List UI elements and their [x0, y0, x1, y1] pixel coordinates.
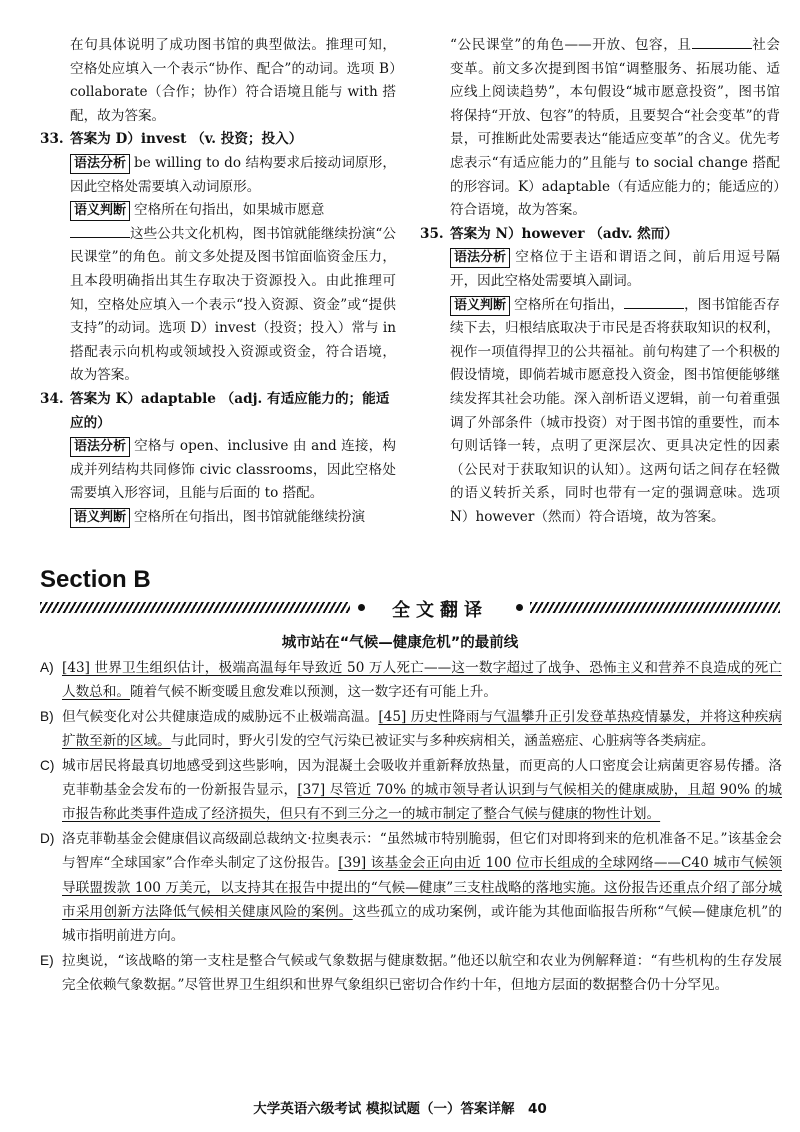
q34-grammar-text: 空格与 open、inclusive 由 and 连接，构成并列结构共同修饰 civic classrooms，因此空格处需要填入形容词，且能与后面的 to 搭配。 — [70, 438, 396, 502]
q34-number: 34. — [40, 390, 64, 407]
q32-tail: 在句具体说明了成功图书馆的典型做法。推理可知，空格处应填入一个表示“协作、配合”的动词。选项 B）collaborate（合作；协作）符合语境且能与 with 搭配，故为答案。 — [70, 37, 396, 124]
meaning-tag: 语义判断 — [70, 201, 130, 221]
q33-meaning-b: 这些公共文化机构，图书馆就能继续扮演“公民课堂”的角色。前文多处提及图书馆面临资金压力，且本段明确指出其生存取决于资源投入。由此推理可知，空格处应填入一个表示“投入资源、资金”或“提供支持”的动词。选项 D）invest（投资；投入）常与 in 搭配表示向机构或领域投入资源或资金，符合语境，故为答案。 — [70, 225, 396, 384]
answer-blank — [70, 223, 130, 238]
q34-answer-text: 答案为 K）adaptable （adj. 有适应能力的；能适应的） — [70, 390, 390, 431]
q35-meaning-b: ，图书馆能否存续下去，归根结底取决于市民是否将获取知识的权利，视作一项值得捍卫的公共福祉。前句构建了一个积极的假设情境，即倘若城市愿意投入资金，图书馆便能够继续发挥其社会功能。深入剖析语义逻辑，前一句着重强调了外部条件（城市投资）对于图书馆的重要性，而本句则话锋一转，点明了更深层次、更具决定性的因素（公民对于获取知识的认知）。这两句话之间存在轻微的语义转折关系，同时也带有一定的强调意味。选项 N）however（然而）符合语境，故为答案。 — [450, 296, 781, 525]
q33-answer — [40, 128, 396, 152]
para-b — [40, 705, 782, 754]
para-pre: 但气候变化对公共健康造成的威胁远不止极端高温。 — [62, 708, 379, 725]
q33-grammar-text: be willing to do 结构要求后接动词原形，因此空格处需要填入动词原形。 — [70, 154, 396, 195]
hatch-left — [40, 602, 350, 613]
bullet-left — [358, 604, 365, 611]
para-pre: 洛克菲勒基金会健康倡议高级副总裁纳文·拉奥表示：“虽然城市特别脆弱，但它们对即将到来的危机准备不足。”该基金会与智库“全球国家”合作牵头制定了这份报告。 — [62, 830, 782, 872]
para-pre: 拉奥说，“该战略的第一支柱是整合气候或气象数据与健康数据。”他还以航空和农业为例解释道：“有些机构的生存发展完全依赖气象数据。”尽管世界卫生组织和世界气象组织已密切合作约十年，但地方层面的数据整合仍十分罕见。 — [62, 952, 782, 994]
para-label: B) — [40, 708, 54, 724]
banner — [40, 596, 780, 620]
para-label: D) — [40, 830, 55, 846]
para-d — [40, 827, 782, 949]
grammar-tag: 语法分析 — [70, 437, 130, 457]
para-rest: 与此同时，野火引发的空气污染已被证实与多种疾病相关，涵盖癌症、心脏病等各类病症。 — [170, 733, 715, 750]
meaning-tag: 语义判断 — [70, 508, 130, 528]
right-column — [420, 34, 780, 529]
para-underlined: [43] 世界卫生组织估计，极端高温每年导致近 50 万人死亡——这一数字超过了战争、恐怖主义和营养不良造成的死亡人数总和。 — [62, 660, 782, 701]
q34-answer — [40, 388, 396, 435]
para-rest: 随着气候不断变暖且愈发难以预测，这一数字还有可能上升。 — [129, 684, 497, 701]
q34-cont-b: 社会变革。前文多次提到图书馆“调整服务、拓展功能、适应线上阅读趋势”，本句假设“城市愿意投资”，图书馆将保持“开放、包容”的特质，且要契合“社会变革”的背景，可推断此处需要表达“能适应变革”的含义。优先考虑表示“有适应能力的”且能与 to social change 搭配的形容词。K）adaptable（有适应能力的；能适应的）符合语境，故为答案。 — [450, 37, 780, 219]
para-label: A) — [40, 660, 54, 675]
q33-answer-text: 答案为 D）invest （v. 投资；投入） — [70, 131, 303, 148]
q35-grammar — [420, 246, 780, 293]
left-column — [40, 34, 396, 529]
q35-answer — [420, 223, 780, 247]
answer-blank — [624, 294, 684, 309]
para-rest: 这些孤立的成功案例，或许能为其他面临报告所称“气候—健康危机”的城市指明前进方向。 — [62, 904, 783, 945]
bullet-right — [516, 604, 523, 611]
q33-meaning-a: 空格所在句指出，如果城市愿意 — [134, 202, 325, 219]
grammar-tag: 语法分析 — [450, 248, 510, 268]
q34-grammar — [40, 435, 396, 506]
hatch-right — [530, 602, 780, 613]
q34-meaning — [40, 506, 396, 530]
q33-grammar — [40, 152, 396, 199]
page-footer: 大学英语六级考试 模拟试题（一）答案详解 40 — [253, 1101, 547, 1117]
section-heading: Section B — [40, 566, 151, 593]
translation-body — [40, 656, 782, 998]
q35-meaning-a: 空格所在句指出， — [514, 296, 624, 313]
q34-meaning-cont — [420, 34, 780, 223]
para-label: C) — [40, 757, 55, 773]
banner-title: 全文翻译 — [392, 600, 488, 621]
q33-number: 33. — [40, 131, 64, 148]
para-pre: 城市居民将最真切地感受到这些影响，因为混凝土会吸收并重新释放热量，而更高的人口密度会让病菌更容易传播。洛克菲勒基金会发布的一份新报告显示， — [62, 757, 782, 799]
meaning-tag: 语义判断 — [450, 296, 510, 316]
translation-title: 城市站在“气候—健康危机”的最前线 — [281, 635, 519, 651]
q35-number: 35. — [420, 225, 444, 242]
q35-grammar-text: 空格位于主语和谓语之间，前后用逗号隔开，因此空格处需要填入副词。 — [450, 249, 780, 289]
grammar-tag: 语法分析 — [70, 154, 130, 174]
para-c — [40, 754, 782, 827]
para-label: E) — [40, 952, 54, 968]
q33-meaning — [40, 199, 396, 388]
q35-meaning — [420, 294, 780, 530]
para-underlined: [39] 该基金会正向由近 100 位市长组成的全球网络——C40 城市气候领导联盟拨款 100 万美元，以支持其在报告中提出的“气候—健康”三支柱战略的落地实施。这份报告还重点介绍了部分城市采用创新方法降低气候相关健康风险的案例。 — [62, 855, 782, 921]
q34-meaning-text: 空格所在句指出，图书馆就能继续扮演 — [134, 508, 366, 525]
para-a — [40, 656, 782, 705]
q35-answer-text: 答案为 N）however （adv. 然而） — [450, 225, 678, 242]
q34-cont-a: “公民课堂”的角色——开放、包容，且 — [450, 37, 692, 53]
para-e — [40, 949, 782, 998]
para-underlined: [45] 历史性降雨与气温攀升正引发登革热疫情暴发，并将这种疾病扩散至新的区域。 — [62, 708, 782, 750]
para-underlined: [37] 尽管近 70% 的城市领导者认识到与气候相关的健康威胁，且超 90% 的城市报告称此类事件造成了经济损失，但只有不到三分之一的城市制定了整合气候与健康的物性计划。 — [62, 782, 783, 823]
answer-blank — [692, 34, 752, 49]
